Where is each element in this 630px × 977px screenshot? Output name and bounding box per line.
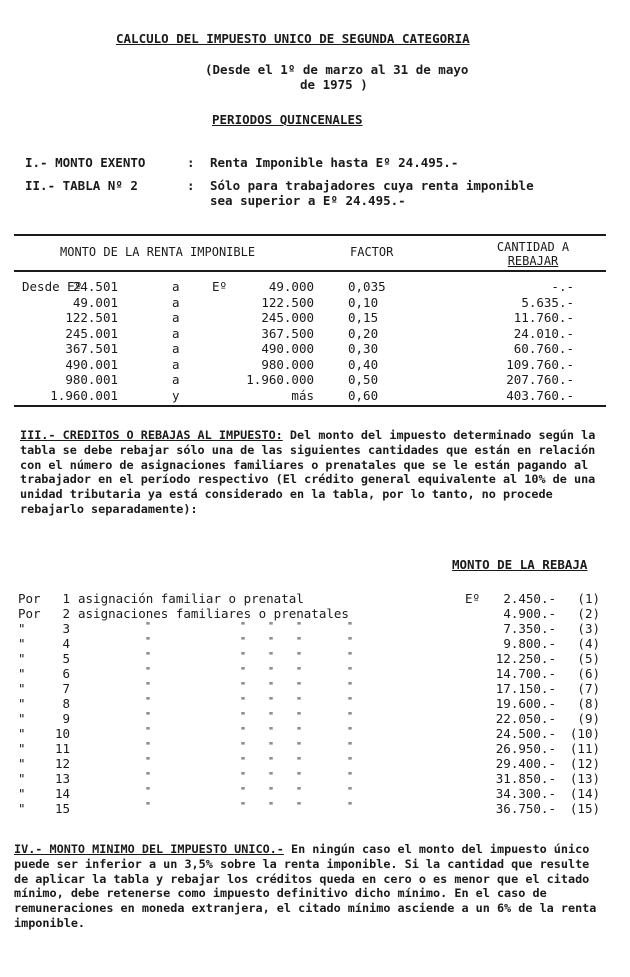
rebaja-row-cur: Eº	[465, 591, 481, 606]
rebaja-row-n: 3	[62, 621, 70, 636]
rebaja-row-idx: (11)	[569, 741, 600, 756]
rebaja-row-desc: asignaciones familiares o prenatales	[78, 606, 349, 621]
ditto-mark: "	[240, 756, 247, 767]
ditto-mark: "	[145, 786, 152, 797]
ditto-mark: "	[347, 621, 354, 632]
ditto-mark: "	[268, 786, 275, 797]
tax-row-conn: a	[172, 341, 180, 356]
rebaja-row-idx: (13)	[569, 771, 600, 786]
ditto-mark: "	[240, 801, 247, 812]
rebaja-row-lead: "	[18, 801, 26, 816]
rebaja-row-amount: 24.500.-	[495, 726, 556, 741]
ditto-mark: "	[145, 771, 152, 782]
table-header-rebajar-line2: REBAJAR	[507, 254, 559, 268]
ditto-mark: "	[347, 711, 354, 722]
tax-row-cur: Eº	[212, 279, 228, 294]
ditto-mark: "	[347, 636, 354, 647]
document-title: CALCULO DEL IMPUESTO UNICO DE SEGUNDA CATEGORIA	[116, 31, 470, 46]
rebaja-row-amount: 36.750.-	[495, 801, 556, 816]
ditto-mark: "	[347, 801, 354, 812]
ditto-mark: "	[240, 771, 247, 782]
rebaja-row-lead: "	[18, 726, 26, 741]
rebaja-row-lead: "	[18, 711, 26, 726]
tax-row-from: 49.001	[72, 294, 118, 310]
ditto-mark: "	[296, 666, 303, 677]
table-bottom-rule	[14, 405, 606, 407]
tax-row-prefix: Desde Eº	[22, 279, 83, 294]
ditto-mark: "	[145, 636, 152, 647]
ditto-mark: "	[296, 711, 303, 722]
ditto-mark: "	[240, 666, 247, 677]
tax-row-from: 122.501	[65, 310, 118, 325]
ditto-mark: "	[240, 726, 247, 737]
rebaja-row-amount: 9.800.-	[503, 636, 556, 651]
rebaja-row-idx: (3)	[577, 621, 600, 636]
tax-row-rebaja: 403.760.-	[506, 387, 574, 403]
rebaja-row-n: 5	[62, 651, 70, 666]
rebaja-row-lead: "	[18, 771, 26, 786]
tax-row-to: 490.000	[261, 341, 314, 356]
ditto-mark: "	[240, 696, 247, 707]
rebaja-row-idx: (4)	[577, 636, 600, 651]
tax-row-rebaja: 60.760.-	[513, 341, 574, 356]
date-range-line2: de 1975 )	[300, 77, 368, 92]
rebaja-row-n: 4	[62, 636, 70, 651]
rebaja-row-n: 2	[62, 606, 70, 621]
rebaja-row-idx: (7)	[577, 681, 600, 696]
ditto-mark: "	[145, 801, 152, 812]
ditto-mark: "	[296, 726, 303, 737]
ditto-mark: "	[347, 726, 354, 737]
rebaja-row-lead: "	[18, 756, 26, 771]
ditto-mark: "	[347, 771, 354, 782]
rebaja-row-idx: (14)	[569, 786, 600, 801]
rebaja-row-n: 7	[62, 681, 70, 696]
rebaja-row-idx: (15)	[569, 801, 600, 816]
tax-row-rebaja: 207.760.-	[506, 372, 574, 387]
ditto-mark: "	[145, 741, 152, 752]
ditto-mark: "	[296, 696, 303, 707]
section-3-text: Del monto del impuesto determinado según la tabla se debe rebajar sólo una de las siguientes cantidades que están en relación con el número de asignaciones familiares o prenatales que se le están pagando al trabajador en el período respectivo (El crédito general equivalente al 10% de una unidad tributaria ya está considerado en la tabla, por lo tanto, no procede rebajarlo separadamente):	[20, 428, 596, 516]
section-2-separator: :	[187, 178, 195, 193]
rebaja-row-n: 14	[54, 786, 70, 801]
tax-row-to: más	[291, 387, 314, 403]
rebaja-heading: MONTO DE LA REBAJA	[452, 557, 588, 572]
tax-row-to: 367.500	[261, 325, 314, 341]
ditto-mark: "	[296, 651, 303, 662]
ditto-mark: "	[268, 696, 275, 707]
rebaja-row-idx: (8)	[577, 696, 600, 711]
ditto-mark: "	[145, 756, 152, 767]
section-2-label: II.- TABLA Nº 2	[25, 178, 138, 193]
tax-row-factor: 0,60	[348, 387, 379, 403]
tax-row-rebaja: 5.635.-	[521, 294, 574, 310]
rebaja-row-idx: (1)	[577, 591, 600, 606]
tax-row-conn: y	[172, 387, 180, 403]
rebaja-row-n: 15	[54, 801, 70, 816]
rebaja-row-idx: (9)	[577, 711, 600, 726]
ditto-mark: "	[240, 786, 247, 797]
ditto-mark: "	[347, 681, 354, 692]
rebaja-row-n: 11	[54, 741, 70, 756]
tax-row-conn: a	[172, 279, 180, 294]
ditto-mark: "	[268, 651, 275, 662]
rebaja-row-idx: (12)	[569, 756, 600, 771]
tax-row-conn: a	[172, 356, 180, 372]
rebaja-row-amount: 29.400.-	[495, 756, 556, 771]
section-3-label: III.- CREDITOS O REBAJAS AL IMPUESTO:	[20, 428, 283, 442]
tax-row-from: 245.001	[65, 325, 118, 341]
periods-heading: PERIODOS QUINCENALES	[212, 112, 363, 127]
tax-row-factor: 0,30	[348, 341, 379, 356]
ditto-mark: "	[240, 651, 247, 662]
rebaja-row-amount: 26.950.-	[495, 741, 556, 756]
rebaja-row-amount: 34.300.-	[495, 786, 556, 801]
tax-row-to: 1.960.000	[246, 372, 314, 387]
rebaja-row-amount: 12.250.-	[495, 651, 556, 666]
rebaja-row-lead: Por	[18, 591, 41, 606]
rebaja-row-idx: (5)	[577, 651, 600, 666]
tax-row-to: 49.000	[268, 279, 314, 294]
tax-row-rebaja: 24.010.-	[513, 325, 574, 341]
rebaja-row-n: 6	[62, 666, 70, 681]
table-header-rebajar-line1: CANTIDAD A	[496, 240, 570, 254]
ditto-mark: "	[268, 681, 275, 692]
tax-row-rebaja: 109.760.-	[506, 356, 574, 372]
tax-row-conn: a	[172, 310, 180, 325]
table-top-rule	[14, 234, 606, 236]
ditto-mark: "	[296, 681, 303, 692]
table-header-factor: FACTOR	[350, 245, 394, 259]
tax-row-from: 367.501	[65, 341, 118, 356]
ditto-mark: "	[145, 651, 152, 662]
rebaja-row-idx: (2)	[577, 606, 600, 621]
ditto-mark: "	[145, 726, 152, 737]
ditto-mark: "	[268, 636, 275, 647]
ditto-mark: "	[268, 741, 275, 752]
ditto-mark: "	[296, 756, 303, 767]
ditto-mark: "	[240, 636, 247, 647]
rebaja-row-amount: 2.450.-	[503, 591, 556, 606]
section-2-text-line1: Sólo para trabajadores cuya renta imponible	[210, 178, 534, 193]
rebaja-row-lead: "	[18, 681, 26, 696]
rebaja-row-lead: "	[18, 651, 26, 666]
ditto-mark: "	[347, 741, 354, 752]
rebaja-row-n: 1	[62, 591, 70, 606]
tax-row-conn: a	[172, 372, 180, 387]
rebaja-row-lead: "	[18, 621, 26, 636]
rebaja-row-amount: 7.350.-	[503, 621, 556, 636]
tax-row-factor: 0,15	[348, 310, 379, 325]
table-header-rule	[14, 270, 606, 272]
rebaja-row-n: 12	[54, 756, 70, 771]
tax-row-to: 122.500	[261, 294, 314, 310]
tax-row-factor: 0,035	[348, 279, 386, 294]
ditto-mark: "	[268, 756, 275, 767]
rebaja-row-desc: asignación familiar o prenatal	[78, 591, 304, 606]
rebaja-row-lead: Por	[18, 606, 41, 621]
rebaja-row-idx: (6)	[577, 666, 600, 681]
rebaja-row-amount: 31.850.-	[495, 771, 556, 786]
tax-row-from: 980.001	[65, 372, 118, 387]
rebaja-row-amount: 22.050.-	[495, 711, 556, 726]
ditto-mark: "	[145, 666, 152, 677]
section-3-paragraph	[20, 428, 612, 517]
tax-row-factor: 0,20	[348, 325, 379, 341]
table-header-amount: MONTO DE LA RENTA IMPONIBLE	[60, 245, 256, 259]
tax-row-rebaja: -.-	[551, 279, 574, 294]
ditto-mark: "	[145, 696, 152, 707]
section-1-separator: :	[187, 155, 195, 170]
rebaja-row-n: 9	[62, 711, 70, 726]
rebaja-row-n: 10	[54, 726, 70, 741]
rebaja-row-amount: 19.600.-	[495, 696, 556, 711]
ditto-mark: "	[268, 666, 275, 677]
ditto-mark: "	[268, 801, 275, 812]
ditto-mark: "	[268, 726, 275, 737]
tax-row-to: 245.000	[261, 310, 314, 325]
tax-row-from: 24.501	[72, 279, 118, 294]
ditto-mark: "	[347, 666, 354, 677]
ditto-mark: "	[347, 756, 354, 767]
section-4-paragraph	[14, 842, 610, 931]
ditto-mark: "	[240, 741, 247, 752]
section-2-text-line2: sea superior a Eº 24.495.-	[210, 193, 406, 208]
ditto-mark: "	[268, 771, 275, 782]
ditto-mark: "	[296, 636, 303, 647]
ditto-mark: "	[296, 621, 303, 632]
tax-row-conn: a	[172, 325, 180, 341]
ditto-mark: "	[296, 786, 303, 797]
ditto-mark: "	[145, 621, 152, 632]
ditto-mark: "	[240, 711, 247, 722]
rebaja-row-amount: 14.700.-	[495, 666, 556, 681]
ditto-mark: "	[240, 621, 247, 632]
tax-row-rebaja: 11.760.-	[513, 310, 574, 325]
ditto-mark: "	[240, 681, 247, 692]
tax-row-conn: a	[172, 294, 180, 310]
ditto-mark: "	[347, 651, 354, 662]
section-4-text: En ningún caso el monto del impuesto único puede ser inferior a un 3,5% sobre la renta imponible. Si la cantidad que resulte de aplicar la tabla y rebajar los créditos queda en cero o es menor que el citado mínimo, debe retenerse como impuesto definitivo dicho mínimo. En el caso de remuneraciones en moneda extranjera, el citado mínimo asciende a un 6% de la renta imponible.	[14, 842, 597, 930]
tax-row-from: 1.960.001	[50, 387, 118, 403]
rebaja-row-amount: 4.900.-	[503, 606, 556, 621]
rebaja-row-lead: "	[18, 786, 26, 801]
ditto-mark: "	[268, 711, 275, 722]
ditto-mark: "	[347, 786, 354, 797]
ditto-mark: "	[296, 771, 303, 782]
ditto-mark: "	[347, 696, 354, 707]
date-range-line1: (Desde el 1º de marzo al 31 de mayo	[205, 62, 469, 77]
tax-row-factor: 0,50	[348, 372, 379, 387]
rebaja-row-idx: (10)	[569, 726, 600, 741]
tax-row-factor: 0,10	[348, 294, 379, 310]
ditto-mark: "	[145, 681, 152, 692]
rebaja-row-lead: "	[18, 696, 26, 711]
tax-row-from: 490.001	[65, 356, 118, 372]
rebaja-row-n: 13	[54, 771, 70, 786]
tax-row-factor: 0,40	[348, 356, 379, 372]
ditto-mark: "	[296, 801, 303, 812]
rebaja-row-lead: "	[18, 666, 26, 681]
ditto-mark: "	[296, 741, 303, 752]
rebaja-row-lead: "	[18, 741, 26, 756]
rebaja-row-amount: 17.150.-	[495, 681, 556, 696]
ditto-mark: "	[268, 621, 275, 632]
section-4-label: IV.- MONTO MINIMO DEL IMPUESTO UNICO.-	[14, 842, 284, 856]
section-1-text: Renta Imponible hasta Eº 24.495.-	[210, 155, 459, 170]
rebaja-row-n: 8	[62, 696, 70, 711]
rebaja-row-lead: "	[18, 636, 26, 651]
ditto-mark: "	[145, 711, 152, 722]
section-1-label: I.- MONTO EXENTO	[25, 155, 146, 170]
tax-row-to: 980.000	[261, 356, 314, 372]
